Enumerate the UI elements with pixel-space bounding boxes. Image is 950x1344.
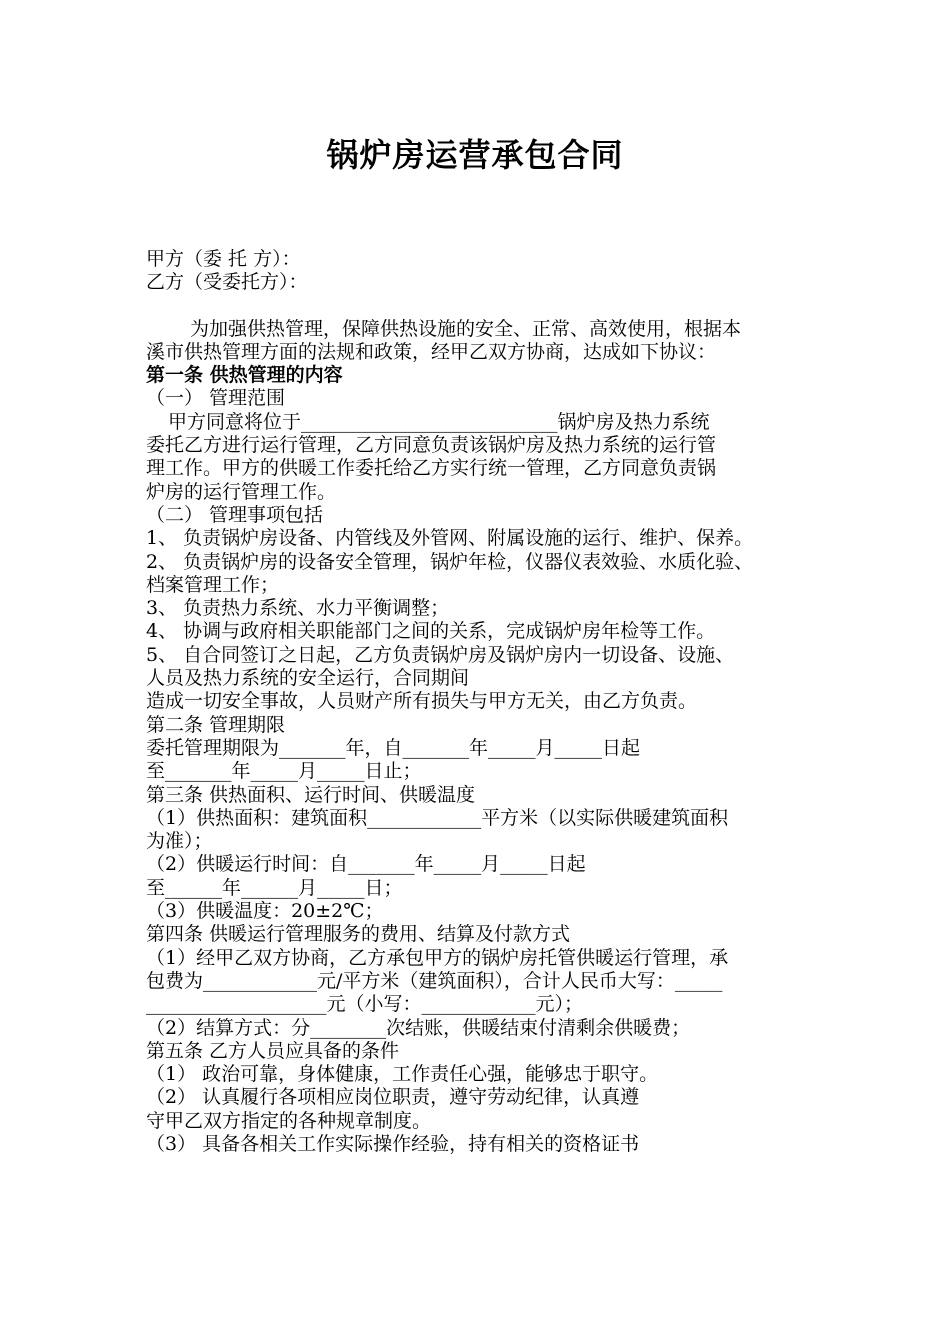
- paragraph-spacer: [146, 295, 816, 318]
- text-line: 3、 负责热力系统、水力平衡调整；: [146, 597, 450, 620]
- text-line: 档案管理工作；: [146, 573, 280, 596]
- text-line: （1）经甲乙双方协商，乙方承包甲方的锅炉房托管供暖运行管理，承: [146, 946, 729, 969]
- text-line: 第三条 供热面积、运行时间、供暖温度: [146, 783, 476, 806]
- text-line: 甲方同意将位于___________________________锅炉房及热力系统: [168, 410, 710, 433]
- text-line: 4、 协调与政府相关职能部门之间的关系，完成锅炉房年检等工作。: [146, 620, 716, 643]
- text-line: 第五条 乙方人员应具备的条件: [146, 1039, 400, 1062]
- text-line: 第二条 管理期限: [146, 713, 286, 736]
- text-line: 人员及热力系统的安全运行，合同期间: [146, 667, 470, 690]
- section-heading: 第一条 供热管理的内容: [146, 364, 343, 387]
- document-title: 锅炉房运营承包合同: [326, 136, 624, 174]
- contract-clauses: [146, 318, 816, 1157]
- text-line: 为加强供热管理，保障供热设施的安全、正常、高效使用，根据本: [190, 317, 742, 340]
- text-line: 为准）；: [146, 830, 213, 853]
- text-line: ___________________元（小写：____________元）；: [146, 993, 584, 1016]
- text-line: 理工作。甲方的供暖工作委托给乙方实行统一管理，乙方同意负责锅: [146, 457, 717, 480]
- text-line: （3） 具备各相关工作实际操作经验，持有相关的资格证书: [146, 1132, 640, 1155]
- text-line: 5、 自合同签订之日起，乙方负责锅炉房及锅炉房内一切设备、设施、: [146, 643, 735, 666]
- document-body: [146, 248, 816, 1156]
- text-line: 第四条 供暖运行管理服务的费用、结算及付款方式: [146, 923, 571, 946]
- text-line: 造成一切安全事故，人员财产所有损失与甲方无关，由乙方负责。: [146, 690, 698, 713]
- text-line: 炉房的运行管理工作。: [146, 480, 337, 503]
- text-line: 至_______年_____月_____日止；: [146, 760, 422, 783]
- text-line: （一） 管理范围: [146, 387, 286, 410]
- text-line: （1） 政治可靠，身体健康，工作责任心强，能够忠于职守。: [146, 1063, 659, 1086]
- party-b-line: 乙方（受委托方）：: [146, 271, 308, 294]
- text-line: 2、 负责锅炉房的设备安全管理，锅炉年检，仪器仪表效验、水质化验、: [146, 550, 754, 573]
- text-line: 守甲乙双方指定的各种规章制度。: [146, 1109, 432, 1132]
- text-line: 委托管理期限为_______年，自_______年_____月_____日起: [146, 736, 641, 759]
- text-line: 包费为____________元/平方米（建筑面积），合计人民币大写：_____: [146, 969, 723, 992]
- text-line: （2）结算方式：分________次结账，供暖结束付清剩余供暖费；: [146, 1016, 691, 1039]
- text-line: （二） 管理事项包括: [146, 503, 324, 526]
- text-line: （3）供暖温度：20±2℃；: [146, 900, 384, 923]
- text-line: 至______年______月_____日；: [146, 876, 403, 899]
- party-a-line: 甲方（委 托 方）：: [146, 248, 301, 270]
- text-line: 委托乙方进行运行管理，乙方同意负责该锅炉房及热力系统的运行管: [146, 434, 717, 457]
- text-line: （2） 认真履行各项相应岗位职责，遵守劳动纪律，认真遵: [146, 1086, 640, 1109]
- text-line: （1）供热面积：建筑面积____________平方米（以实际供暖建筑面积: [146, 806, 729, 829]
- text-line: 溪市供热管理方面的法规和政策，经甲乙双方协商，达成如下协议：: [146, 340, 717, 363]
- text-line: 1、 负责锅炉房设备、内管线及外管网、附属设施的运行、维护、保养。: [146, 527, 754, 550]
- text-line: （2）供暖运行时间：自_______年_____月_____日起: [146, 853, 586, 876]
